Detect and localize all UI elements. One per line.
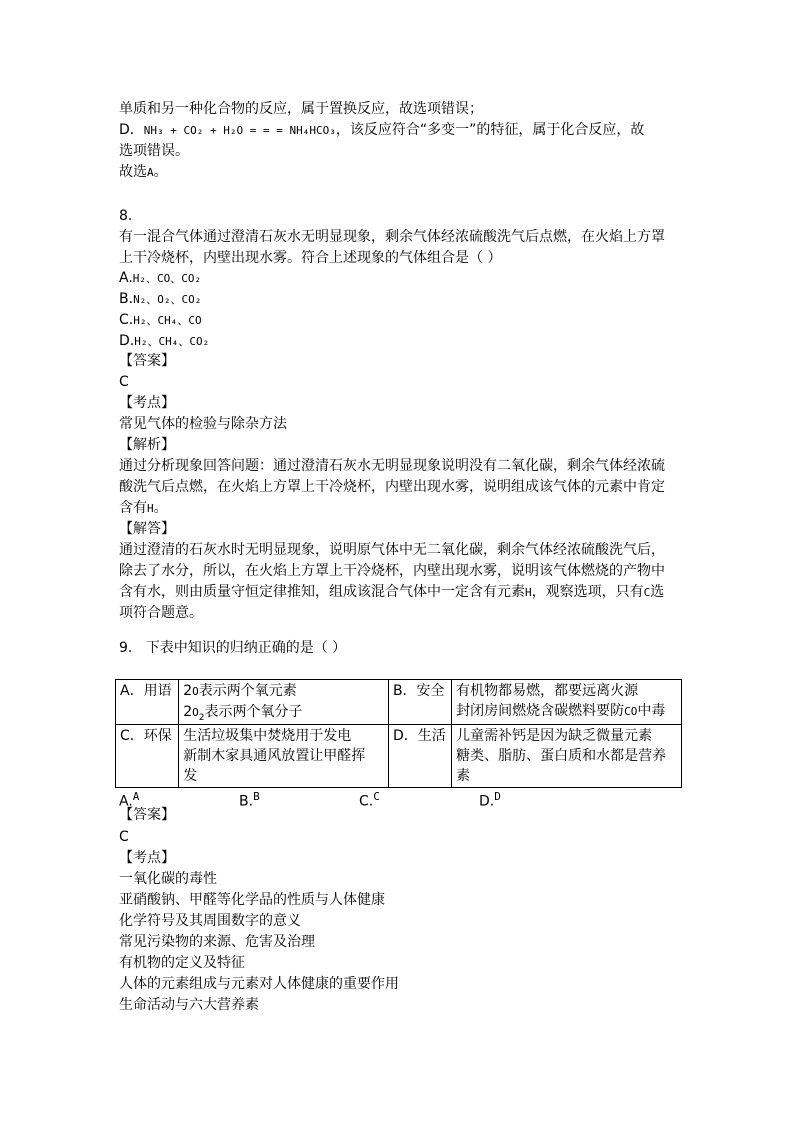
cell-text: 发 <box>183 768 198 784</box>
option-label: D． <box>119 122 144 138</box>
jiexi-text: 含有 <box>119 500 147 516</box>
option-formula: N₂、O₂、CO₂ <box>133 293 202 306</box>
cell-content-d <box>452 725 682 788</box>
cell-text: 表示两个氧分子 <box>204 704 303 720</box>
q8-kaodian-header: 【考点】 <box>119 395 175 411</box>
q8-answer-header: 【答案】 <box>119 353 175 369</box>
q8-jieda-line: 除去了水分，所以，在火焰上方罩上干冷烧杯，内壁出现水雾，说明该气体燃烧的产物中 <box>119 563 665 579</box>
q8-jieda-header: 【解答】 <box>119 521 175 537</box>
option-label: B. <box>119 291 134 307</box>
cell-text: 封闭房间燃烧含碳燃料要防 <box>456 703 625 719</box>
cell-text: 中毒 <box>637 703 666 719</box>
q8-jieda-line <box>119 582 664 603</box>
option-label: C. <box>119 312 134 328</box>
q8-option-d <box>119 331 209 352</box>
q8-jieda-line: 通过澄清的石灰水时无明显现象，说明原气体中无二氧化碳，剩余气体经浓硫酸洗气后， <box>119 542 665 558</box>
cell-label-b: B．安全 <box>388 680 451 725</box>
q9-choice-c <box>359 786 380 813</box>
choice-value: C <box>373 790 380 803</box>
jieda-text: 选 <box>650 584 665 600</box>
cell-label-a: A．用语 <box>116 680 179 725</box>
cell-label-c: C．环保 <box>116 725 179 788</box>
q8-option-a <box>119 268 201 289</box>
table-row <box>116 680 682 725</box>
element-symbol: O <box>192 706 199 719</box>
jieda-text: 含有水，则由质量守恒定律推知，组成该混合气体中一定含有元素 <box>119 584 525 600</box>
element-symbol: CO <box>624 705 638 718</box>
jieda-text: ，观察选项，只有 <box>531 584 644 600</box>
option-formula: H₂、CH₄、CO₂ <box>134 335 210 348</box>
q9-number: 9. <box>119 640 133 656</box>
q8-jiexi-line <box>119 498 168 519</box>
prev-text-line: 单质和另一种化合物的反应，属于置换反应，故选项错误； <box>119 101 483 117</box>
q8-option-b <box>119 289 201 310</box>
option-formula: H₂、CO、CO₂ <box>132 272 202 285</box>
q8-answer: C <box>119 374 129 390</box>
option-formula: H₂、CH₄、CO <box>133 314 202 327</box>
q9-answer: C <box>119 829 129 845</box>
q8-stem-line: 有一混合气体通过澄清石灰水无明显现象，剩余气体经浓硫酸洗气后点燃，在火焰上方罩 <box>119 229 665 245</box>
knowledge-table <box>115 679 682 788</box>
cell-text: 2 <box>183 704 193 720</box>
element-symbol: H <box>525 586 532 599</box>
cell-content-a <box>179 680 389 725</box>
q8-jiexi-line: 通过分析现象回答问题：通过澄清石灰水无明显现象说明没有二氧化碳，剩余气体经浓硫 <box>119 458 665 474</box>
q9-kaodian-item: 常见污染物的来源、危害及治理 <box>119 934 315 950</box>
subscript: 2 <box>198 712 205 723</box>
q9-choice-b <box>239 786 260 813</box>
cell-content-c <box>179 725 389 788</box>
cell-text: 糖类、脂肪、蛋白质和水都是营养 <box>456 748 667 764</box>
q9-kaodian-item: 生命活动与六大营养素 <box>119 997 259 1013</box>
cell-text: 表示两个氧元素 <box>198 683 297 699</box>
cell-text: 有机物都易燃，都要远离火源 <box>456 683 639 699</box>
cell-text: 素 <box>456 768 471 784</box>
cell-content-b <box>452 680 682 725</box>
q8-jiexi-header: 【解析】 <box>119 437 175 453</box>
answer-suffix: 。 <box>153 164 168 180</box>
option-label: A. <box>119 270 133 286</box>
q8-number: 8. <box>119 208 133 224</box>
option-text: ，该反应符合“多变一”的特征，属于化合反应，故 <box>335 122 645 138</box>
q8-kaodian: 常见气体的检验与除杂方法 <box>119 416 287 432</box>
prev-answer <box>119 162 168 183</box>
choice-label: C. <box>359 793 374 810</box>
jiexi-text: 。 <box>153 500 168 516</box>
q9-kaodian-item: 人体的元素组成与元素对人体健康的重要作用 <box>119 976 399 992</box>
choice-label: D. <box>479 793 495 810</box>
q9-kaodian-item: 一氧化碳的毒性 <box>119 871 217 887</box>
element-symbol: C <box>643 586 651 599</box>
q8-option-c <box>119 310 202 331</box>
choice-value: A <box>132 790 140 803</box>
q9-stem <box>119 638 346 659</box>
q9-answer-header: 【答案】 <box>119 807 175 823</box>
q9-choice-d <box>479 786 501 813</box>
prev-option-d-cont: 选项错误。 <box>119 143 189 159</box>
cell-text: 儿童需补钙是因为缺乏微量元素 <box>456 728 653 744</box>
q9-stem-text: 下表中知识的归纳正确的是（ ） <box>145 640 347 656</box>
choice-label: A. <box>119 793 133 810</box>
choice-value: B <box>253 790 260 803</box>
cell-text: 2 <box>183 683 193 699</box>
answer-letter: A <box>147 166 154 179</box>
cell-text: 生活垃圾集中焚烧用于发电 <box>183 728 352 744</box>
q8-jiexi-line: 酸洗气后点燃，在火焰上方罩上干冷烧杯，内壁出现水雾，说明组成该气体的元素中肯定 <box>119 479 665 495</box>
q8-jieda-line: 项符合题意。 <box>119 605 203 621</box>
prev-option-d <box>119 120 644 141</box>
reaction-equation: NH₃ + CO₂ + H₂O = = = NH₄HCO₃ <box>143 124 336 137</box>
cell-text: 新制木家具通风放置让甲醛挥 <box>183 748 366 764</box>
q9-kaodian-item: 化学符号及其周围数字的意义 <box>119 913 301 929</box>
choice-label: B. <box>239 793 254 810</box>
choice-value: D <box>494 790 501 803</box>
table-row <box>116 725 682 788</box>
q9-kaodian-item: 有机物的定义及特征 <box>119 955 245 971</box>
q9-kaodian-item: 亚硝酸钠、甲醛等化学品的性质与人体健康 <box>119 892 385 908</box>
element-symbol: H <box>147 502 154 515</box>
answer-prefix: 故选 <box>119 164 147 180</box>
cell-label-d: D．生活 <box>388 725 451 788</box>
element-symbol: O <box>192 685 199 698</box>
option-label: D. <box>119 333 135 349</box>
q9-kaodian-header: 【考点】 <box>119 850 175 866</box>
q8-stem-line: 上干冷烧杯，内壁出现水雾。符合上述现象的气体组合是（ ） <box>119 250 502 266</box>
